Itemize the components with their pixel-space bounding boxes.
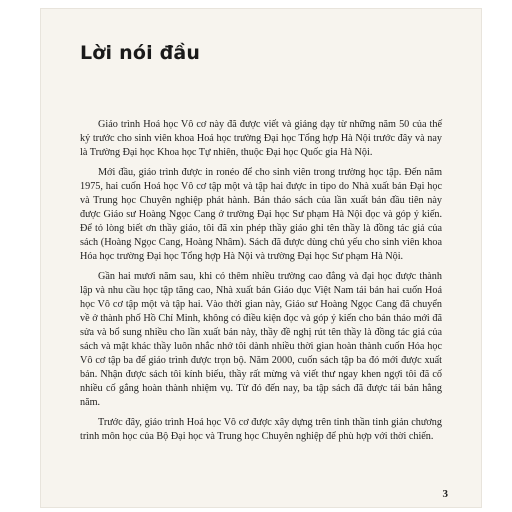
- paragraph-2: Mới đầu, giáo trình được in ronéo để cho sinh viên trong trường học tập. Đến năm 1975, hai cuốn Hoá học Vô cơ tập một và tập hai được in tipo do Nhà xuất bản Đại học và Trung học Chuyên nghiệp phát hành. Bản thảo sách của lần xuất bản đầu tiên này được Giáo sư Hoàng Ngọc Cang ở trường Đại học Sư phạm Hà Nội đọc và góp ý kiến. Để tỏ lòng biết ơn thầy giáo, tôi đã xin phép thầy giáo ghi tên thầy là đồng tác giả của sách (Hoàng Ngọc Cang, Hoàng Nhâm). Sách đã được dùng chủ yếu cho sinh viên khoa Hóa học trường Đại học Tổng hợp Hà Nội và trường Đại học Sư phạm Hà Nội.: [80, 167, 442, 262]
- paragraph-3: Gần hai mươi năm sau, khi có thêm nhiều trường cao đẳng và đại học được thành lập và nhu cầu học tập tăng cao, Nhà xuất bản Giáo dục Việt Nam tái bản hai cuốn Hoá học Vô cơ tập một và tập hai. Vào thời gian này, Giáo sư Hoàng Ngọc Cang đã chuyển về ở thành phố Hồ Chí Minh, không có điều kiện đọc và góp ý kiến cho bản thảo mới đã sửa và bổ sung nhiều cho lần xuất bản này, thầy đề nghị rút tên thầy là đồng tác giả của sách và mặt khác thầy luôn nhắc nhở tôi dành nhiều thời gian hoàn thành cuốn Hóa học Vô cơ tập ba để giáo trình được trọn bộ. Năm 2000, cuốn sách tập ba đó mới được xuất bản. Nhận được sách tôi kính biếu, thầy rất mừng và viết thư ngay khen ngợi tôi đã cố nhiều cố gắng hoàn thành nhiệm vụ. Từ đó đến nay, ba tập sách đã được tái bản hằng năm.: [80, 271, 442, 408]
- book-page: [40, 8, 482, 508]
- page-number: 3: [442, 488, 448, 500]
- body-text: [80, 118, 442, 450]
- page-heading: Lời nói đầu: [80, 42, 201, 64]
- paragraph-1: Giáo trình Hoá học Vô cơ này đã được viết và giảng dạy từ những năm 50 của thế kỷ trước cho sinh viên khoa Hoá học trường Đại học Tổng hợp Hà Nội trước đây và nay là Trường Đại học Khoa học Tự nhiên, thuộc Đại học Quốc gia Hà Nội.: [80, 119, 442, 158]
- paragraph-4: Trước đây, giáo trình Hoá học Vô cơ được xây dựng trên tinh thần tinh giản chương trình môn học của Bộ Đại học và Trung học Chuyên nghiệp để phù hợp với thời chiến.: [80, 417, 442, 442]
